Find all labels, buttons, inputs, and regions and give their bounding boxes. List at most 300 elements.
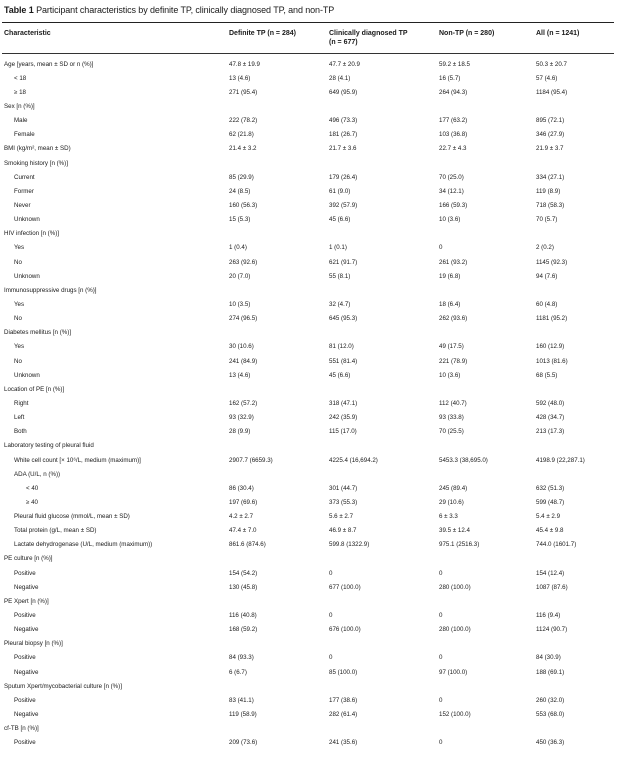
row-label: Diabetes mellitus [n (%)] [4, 329, 72, 337]
row-label: Location of PE [n (%)] [4, 385, 65, 393]
cell-clinically-diagnosed-tp: 242 (35.9) [329, 414, 358, 422]
cell-definite-tp: 197 (69.6) [229, 498, 258, 506]
row-label: ≥ 40 [26, 498, 38, 506]
table-row [4, 57, 614, 71]
cell-clinically-diagnosed-tp: 46.9 ± 8.7 [329, 527, 357, 535]
cell-all [536, 156, 614, 170]
table-row [4, 128, 614, 142]
row-label: White cell count [× 10⁶/L, medium (maximum)] [14, 456, 141, 464]
cell-non-tp [439, 679, 536, 693]
cell-definite-tp: 119 (58.9) [229, 711, 257, 719]
cell-definite-tp: 1 (0.4) [229, 244, 247, 252]
table-row [4, 736, 614, 750]
cell-clinically-diagnosed-tp: 241 (35.6) [329, 739, 358, 747]
table-top-rule [2, 22, 614, 23]
cell-clinically-diagnosed-tp [329, 439, 439, 453]
cell-non-tp [439, 227, 536, 241]
cell-definite-tp: 263 (92.6) [229, 258, 258, 266]
cell-non-tp: 10 (3.6) [439, 216, 461, 224]
cell-definite-tp: 15 (5.3) [229, 216, 251, 224]
row-label: Sputum Xpert/mycobacterial culture [n (%)] [4, 682, 122, 690]
cell-clinically-diagnosed-tp: 676 (100.0) [329, 626, 361, 634]
cell-non-tp [439, 99, 536, 113]
characteristics-table [4, 57, 614, 750]
cell-definite-tp: 2907.7 (6659.3) [229, 456, 273, 464]
table-row [4, 637, 614, 651]
table-row [4, 312, 614, 326]
row-label: Yes [14, 343, 25, 351]
cell-clinically-diagnosed-tp [329, 382, 439, 396]
row-label: Smoking history [n (%)] [4, 159, 68, 167]
cell-all: 5.4 ± 2.9 [536, 513, 561, 521]
cell-clinically-diagnosed-tp: 4225.4 (16,694.2) [329, 456, 378, 464]
row-label: HIV infection [n (%)] [4, 230, 60, 238]
cell-definite-tp: 4.2 ± 2.7 [229, 513, 254, 521]
cell-definite-tp: 24 (8.5) [229, 187, 251, 195]
cell-non-tp: 0 [439, 739, 443, 747]
cell-non-tp [439, 637, 536, 651]
cell-definite-tp: 116 (40.8) [229, 612, 257, 620]
table-row [4, 156, 614, 170]
row-label: Right [14, 399, 29, 407]
cell-clinically-diagnosed-tp: 21.7 ± 3.6 [329, 145, 357, 153]
cell-clinically-diagnosed-tp: 55 (8.1) [329, 272, 351, 280]
table-row [4, 326, 614, 340]
cell-clinically-diagnosed-tp: 0 [329, 654, 333, 662]
cell-all: 68 (5.5) [536, 371, 558, 379]
cell-definite-tp: 13 (4.6) [229, 74, 251, 82]
cell-clinically-diagnosed-tp: 645 (95.3) [329, 315, 358, 323]
table-body [4, 57, 614, 750]
cell-definite-tp: 130 (45.8) [229, 583, 258, 591]
cell-non-tp: 0 [439, 244, 443, 252]
cell-all: 428 (34.7) [536, 414, 565, 422]
row-label: Negative [14, 626, 39, 634]
cell-definite-tp [229, 227, 329, 241]
cell-all: 744.0 (1601.7) [536, 541, 577, 549]
table-caption-label: Table 1 [4, 5, 34, 15]
cell-non-tp: 280 (100.0) [439, 626, 471, 634]
cell-clinically-diagnosed-tp [329, 594, 439, 608]
cell-definite-tp [229, 467, 329, 481]
cell-clinically-diagnosed-tp: 373 (55.3) [329, 498, 358, 506]
cell-all: 21.9 ± 3.7 [536, 145, 564, 153]
cell-clinically-diagnosed-tp: 28 (4.1) [329, 74, 351, 82]
header-definite-tp: Definite TP (n = 284) [229, 30, 296, 37]
row-label: PE Xpert [n (%)] [4, 597, 49, 605]
cell-all [536, 283, 614, 297]
cell-definite-tp [229, 156, 329, 170]
row-label: BMI (kg/m², mean ± SD) [4, 145, 71, 153]
cell-all: 1013 (81.6) [536, 357, 568, 365]
row-label: No [14, 258, 22, 266]
cell-clinically-diagnosed-tp: 1 (0.1) [329, 244, 347, 252]
cell-non-tp: 245 (89.4) [439, 484, 468, 492]
cell-non-tp [439, 283, 536, 297]
row-label: Yes [14, 300, 25, 308]
header-all: All (n = 1241) [536, 30, 580, 37]
cell-clinically-diagnosed-tp: 301 (44.7) [329, 484, 358, 492]
row-label: Immunosuppressive drugs [n (%)] [4, 286, 97, 294]
table-row [4, 722, 614, 736]
cell-definite-tp: 154 (54.2) [229, 569, 258, 577]
table-row [4, 198, 614, 212]
cell-non-tp: 166 (59.3) [439, 201, 468, 209]
cell-non-tp: 152 (100.0) [439, 711, 471, 719]
cell-clinically-diagnosed-tp: 61 (9.0) [329, 187, 351, 195]
table-row [4, 566, 614, 580]
cell-definite-tp [229, 552, 329, 566]
table-row [4, 425, 614, 439]
cell-clinically-diagnosed-tp [329, 637, 439, 651]
header-clinically-diagnosed-tp-line1: Clinically diagnosed TP [329, 30, 408, 37]
cell-non-tp: 975.1 (2516.3) [439, 541, 480, 549]
table-row [4, 651, 614, 665]
table-row [4, 184, 614, 198]
cell-definite-tp [229, 283, 329, 297]
row-label: cf-TB [n (%)] [4, 725, 39, 733]
cell-definite-tp: 47.8 ± 19.9 [229, 60, 260, 68]
cell-clinically-diagnosed-tp: 0 [329, 569, 333, 577]
cell-clinically-diagnosed-tp: 179 (26.4) [329, 173, 358, 181]
table-row [4, 396, 614, 410]
header-clinically-diagnosed-tp [329, 29, 408, 47]
row-label: Never [14, 201, 31, 209]
cell-non-tp: 6 ± 3.3 [439, 513, 458, 521]
cell-all: 334 (27.1) [536, 173, 565, 181]
table-header-rule [2, 53, 614, 54]
cell-clinically-diagnosed-tp [329, 283, 439, 297]
cell-all: 346 (27.9) [536, 131, 565, 139]
header-non-tp: Non-TP (n = 280) [439, 30, 495, 37]
row-label: Total protein (g/L, mean ± SD) [14, 527, 97, 535]
cell-all: 60 (4.8) [536, 300, 558, 308]
row-label: Both [14, 428, 27, 436]
row-label: < 18 [14, 74, 27, 82]
cell-non-tp: 0 [439, 569, 443, 577]
table-row [4, 495, 614, 509]
cell-non-tp: 39.5 ± 12.4 [439, 527, 470, 535]
table-row [4, 213, 614, 227]
cell-definite-tp [229, 439, 329, 453]
table-row [4, 524, 614, 538]
table-row [4, 538, 614, 552]
cell-clinically-diagnosed-tp [329, 552, 439, 566]
cell-definite-tp: 62 (21.8) [229, 131, 254, 139]
table-row [4, 510, 614, 524]
cell-non-tp [439, 382, 536, 396]
row-label: Male [14, 117, 28, 125]
table-row [4, 269, 614, 283]
cell-all [536, 679, 614, 693]
table-row [4, 142, 614, 156]
row-label: Negative [14, 668, 39, 676]
table-row [4, 170, 614, 184]
cell-definite-tp: 93 (32.9) [229, 414, 254, 422]
table-row [4, 552, 614, 566]
header-characteristic: Characteristic [4, 30, 51, 37]
cell-clinically-diagnosed-tp: 318 (47.1) [329, 399, 358, 407]
cell-non-tp: 10 (3.6) [439, 371, 461, 379]
cell-non-tp: 262 (93.6) [439, 315, 468, 323]
table-row [4, 255, 614, 269]
cell-clinically-diagnosed-tp: 551 (81.4) [329, 357, 358, 365]
cell-non-tp: 59.2 ± 18.5 [439, 60, 470, 68]
cell-non-tp: 0 [439, 612, 443, 620]
row-label: ≥ 18 [14, 88, 26, 96]
cell-clinically-diagnosed-tp: 0 [329, 612, 333, 620]
cell-all [536, 637, 614, 651]
cell-definite-tp [229, 99, 329, 113]
cell-non-tp: 264 (94.3) [439, 88, 468, 96]
cell-all: 188 (69.1) [536, 668, 565, 676]
cell-clinically-diagnosed-tp [329, 722, 439, 736]
cell-non-tp [439, 439, 536, 453]
table-row [4, 71, 614, 85]
cell-non-tp: 97 (100.0) [439, 668, 468, 676]
table-row [4, 382, 614, 396]
row-label: Laboratory testing of pleural fluid [4, 442, 94, 450]
table-row [4, 283, 614, 297]
cell-all: 592 (48.0) [536, 399, 565, 407]
cell-definite-tp [229, 637, 329, 651]
cell-all: 895 (72.1) [536, 117, 565, 125]
cell-all: 4198.9 (22,287.1) [536, 456, 585, 464]
table-caption [4, 5, 334, 15]
table-row [4, 679, 614, 693]
cell-all [536, 439, 614, 453]
cell-all [536, 227, 614, 241]
row-label: Negative [14, 711, 39, 719]
table-row [4, 340, 614, 354]
cell-clinically-diagnosed-tp: 47.7 ± 20.9 [329, 60, 360, 68]
cell-definite-tp: 274 (96.5) [229, 315, 258, 323]
cell-clinically-diagnosed-tp: 496 (73.3) [329, 117, 358, 125]
table-row [4, 368, 614, 382]
cell-definite-tp: 209 (73.6) [229, 739, 258, 747]
cell-non-tp [439, 467, 536, 481]
cell-all: 2 (0.2) [536, 244, 554, 252]
row-label: Former [14, 187, 34, 195]
cell-clinically-diagnosed-tp: 45 (6.6) [329, 216, 351, 224]
cell-all: 260 (32.0) [536, 696, 565, 704]
cell-clinically-diagnosed-tp: 115 (17.0) [329, 428, 357, 436]
table-row [4, 467, 614, 481]
cell-non-tp: 5453.3 (38,695.0) [439, 456, 488, 464]
cell-definite-tp: 10 (3.5) [229, 300, 251, 308]
cell-definite-tp: 20 (7.0) [229, 272, 251, 280]
cell-non-tp: 16 (5.7) [439, 74, 461, 82]
cell-definite-tp [229, 382, 329, 396]
cell-non-tp [439, 722, 536, 736]
cell-all: 160 (12.9) [536, 343, 565, 351]
table-row [4, 439, 614, 453]
cell-clinically-diagnosed-tp [329, 679, 439, 693]
cell-all: 154 (12.4) [536, 569, 565, 577]
cell-all: 84 (30.9) [536, 654, 561, 662]
cell-clinically-diagnosed-tp: 5.6 ± 2.7 [329, 513, 354, 521]
cell-definite-tp [229, 679, 329, 693]
cell-definite-tp: 30 (10.6) [229, 343, 254, 351]
table-row [4, 114, 614, 128]
cell-non-tp: 18 (6.4) [439, 300, 461, 308]
cell-non-tp: 93 (33.8) [439, 414, 464, 422]
cell-non-tp: 70 (25.5) [439, 428, 464, 436]
cell-definite-tp: 13 (4.6) [229, 371, 251, 379]
cell-definite-tp: 271 (95.4) [229, 88, 258, 96]
cell-clinically-diagnosed-tp: 177 (38.6) [329, 696, 358, 704]
cell-definite-tp [229, 326, 329, 340]
cell-clinically-diagnosed-tp: 392 (57.9) [329, 201, 358, 209]
cell-clinically-diagnosed-tp: 81 (12.0) [329, 343, 354, 351]
cell-all [536, 594, 614, 608]
cell-all [536, 382, 614, 396]
table-row [4, 227, 614, 241]
cell-clinically-diagnosed-tp: 45 (6.6) [329, 371, 351, 379]
row-label: Unknown [14, 371, 40, 379]
cell-non-tp [439, 594, 536, 608]
cell-all: 450 (36.3) [536, 739, 565, 747]
cell-clinically-diagnosed-tp: 181 (26.7) [329, 131, 358, 139]
row-label: No [14, 357, 22, 365]
cell-all: 45.4 ± 9.8 [536, 527, 564, 535]
cell-all [536, 722, 614, 736]
row-label: Current [14, 173, 35, 181]
row-label: Positive [14, 612, 36, 620]
cell-clinically-diagnosed-tp: 32 (4.7) [329, 300, 351, 308]
cell-all: 1184 (95.4) [536, 88, 568, 96]
table-row [4, 594, 614, 608]
cell-all: 213 (17.3) [536, 428, 565, 436]
cell-all [536, 326, 614, 340]
cell-definite-tp: 6 (6.7) [229, 668, 247, 676]
cell-non-tp: 103 (36.8) [439, 131, 468, 139]
cell-definite-tp: 28 (9.9) [229, 428, 251, 436]
cell-definite-tp: 83 (41.1) [229, 696, 254, 704]
cell-clinically-diagnosed-tp: 85 (100.0) [329, 668, 358, 676]
row-label: Unknown [14, 216, 40, 224]
cell-clinically-diagnosed-tp [329, 467, 439, 481]
cell-all: 1145 (92.3) [536, 258, 568, 266]
cell-definite-tp: 85 (29.9) [229, 173, 254, 181]
cell-non-tp: 280 (100.0) [439, 583, 471, 591]
cell-non-tp [439, 326, 536, 340]
row-label: Pleural biopsy [n (%)] [4, 640, 63, 648]
cell-clinically-diagnosed-tp [329, 99, 439, 113]
row-label: Lactate dehydrogenase (U/L, medium (maximum)) [14, 541, 153, 549]
header-clinically-diagnosed-tp-line2: (n = 677) [329, 39, 358, 46]
cell-all: 94 (7.6) [536, 272, 558, 280]
row-label: Yes [14, 244, 25, 252]
row-label: Female [14, 131, 35, 139]
row-label: Pleural fluid glucose (mmol/L, mean ± SD) [14, 513, 130, 521]
row-label: PE culture [n (%)] [4, 555, 53, 563]
cell-all: 116 (9.4) [536, 612, 561, 620]
cell-clinically-diagnosed-tp [329, 227, 439, 241]
row-label: Left [14, 414, 25, 422]
cell-clinically-diagnosed-tp: 677 (100.0) [329, 583, 361, 591]
table-row [4, 580, 614, 594]
row-label: Age [years, mean ± SD or n (%)] [4, 60, 94, 68]
cell-all: 553 (68.0) [536, 711, 565, 719]
cell-all: 599 (48.7) [536, 498, 565, 506]
cell-definite-tp: 86 (30.4) [229, 484, 254, 492]
table-row [4, 608, 614, 622]
table-row [4, 297, 614, 311]
cell-clinically-diagnosed-tp [329, 156, 439, 170]
table-row [4, 453, 614, 467]
table-row [4, 411, 614, 425]
cell-all: 119 (8.9) [536, 187, 561, 195]
cell-clinically-diagnosed-tp: 621 (91.7) [329, 258, 358, 266]
cell-non-tp [439, 156, 536, 170]
row-label: Positive [14, 569, 36, 577]
table-row [4, 481, 614, 495]
cell-definite-tp: 21.4 ± 3.2 [229, 145, 257, 153]
table-row [4, 623, 614, 637]
cell-non-tp: 261 (93.2) [439, 258, 468, 266]
cell-definite-tp: 47.4 ± 7.0 [229, 527, 257, 535]
cell-all: 1181 (95.2) [536, 315, 568, 323]
row-label: Positive [14, 654, 36, 662]
cell-definite-tp: 162 (57.2) [229, 399, 258, 407]
cell-definite-tp: 84 (93.3) [229, 654, 254, 662]
cell-all [536, 467, 614, 481]
row-label: Unknown [14, 272, 40, 280]
cell-non-tp: 19 (6.8) [439, 272, 461, 280]
cell-all: 57 (4.6) [536, 74, 558, 82]
cell-all: 1124 (90.7) [536, 626, 568, 634]
cell-definite-tp: 222 (78.2) [229, 117, 258, 125]
table-row [4, 85, 614, 99]
cell-non-tp: 29 (10.6) [439, 498, 464, 506]
cell-non-tp: 49 (17.5) [439, 343, 464, 351]
cell-clinically-diagnosed-tp: 282 (61.4) [329, 711, 358, 719]
table-row [4, 99, 614, 113]
cell-all [536, 99, 614, 113]
table-row [4, 707, 614, 721]
row-label: Negative [14, 583, 39, 591]
cell-non-tp: 0 [439, 654, 443, 662]
table-row [4, 665, 614, 679]
row-label: ADA (U/L, n (%)) [14, 470, 61, 478]
row-label: Positive [14, 739, 36, 747]
cell-all: 70 (5.7) [536, 216, 558, 224]
table-caption-text: Participant characteristics by definite TP, clinically diagnosed TP, and non-TP [36, 5, 335, 15]
cell-definite-tp [229, 594, 329, 608]
row-label: Positive [14, 696, 36, 704]
cell-clinically-diagnosed-tp [329, 326, 439, 340]
cell-definite-tp: 241 (84.9) [229, 357, 258, 365]
row-label: No [14, 315, 22, 323]
cell-all: 632 (51.3) [536, 484, 565, 492]
row-label: < 40 [26, 484, 39, 492]
cell-definite-tp [229, 722, 329, 736]
cell-non-tp [439, 552, 536, 566]
cell-non-tp: 0 [439, 696, 443, 704]
table-row [4, 241, 614, 255]
cell-all: 1087 (87.6) [536, 583, 568, 591]
cell-all [536, 552, 614, 566]
cell-non-tp: 22.7 ± 4.3 [439, 145, 467, 153]
cell-definite-tp: 168 (59.2) [229, 626, 258, 634]
cell-non-tp: 221 (78.9) [439, 357, 468, 365]
cell-all: 718 (58.3) [536, 201, 565, 209]
cell-definite-tp: 861.6 (874.6) [229, 541, 266, 549]
cell-non-tp: 177 (63.2) [439, 117, 468, 125]
row-label: Sex [n (%)] [4, 102, 35, 110]
cell-definite-tp: 160 (56.3) [229, 201, 258, 209]
